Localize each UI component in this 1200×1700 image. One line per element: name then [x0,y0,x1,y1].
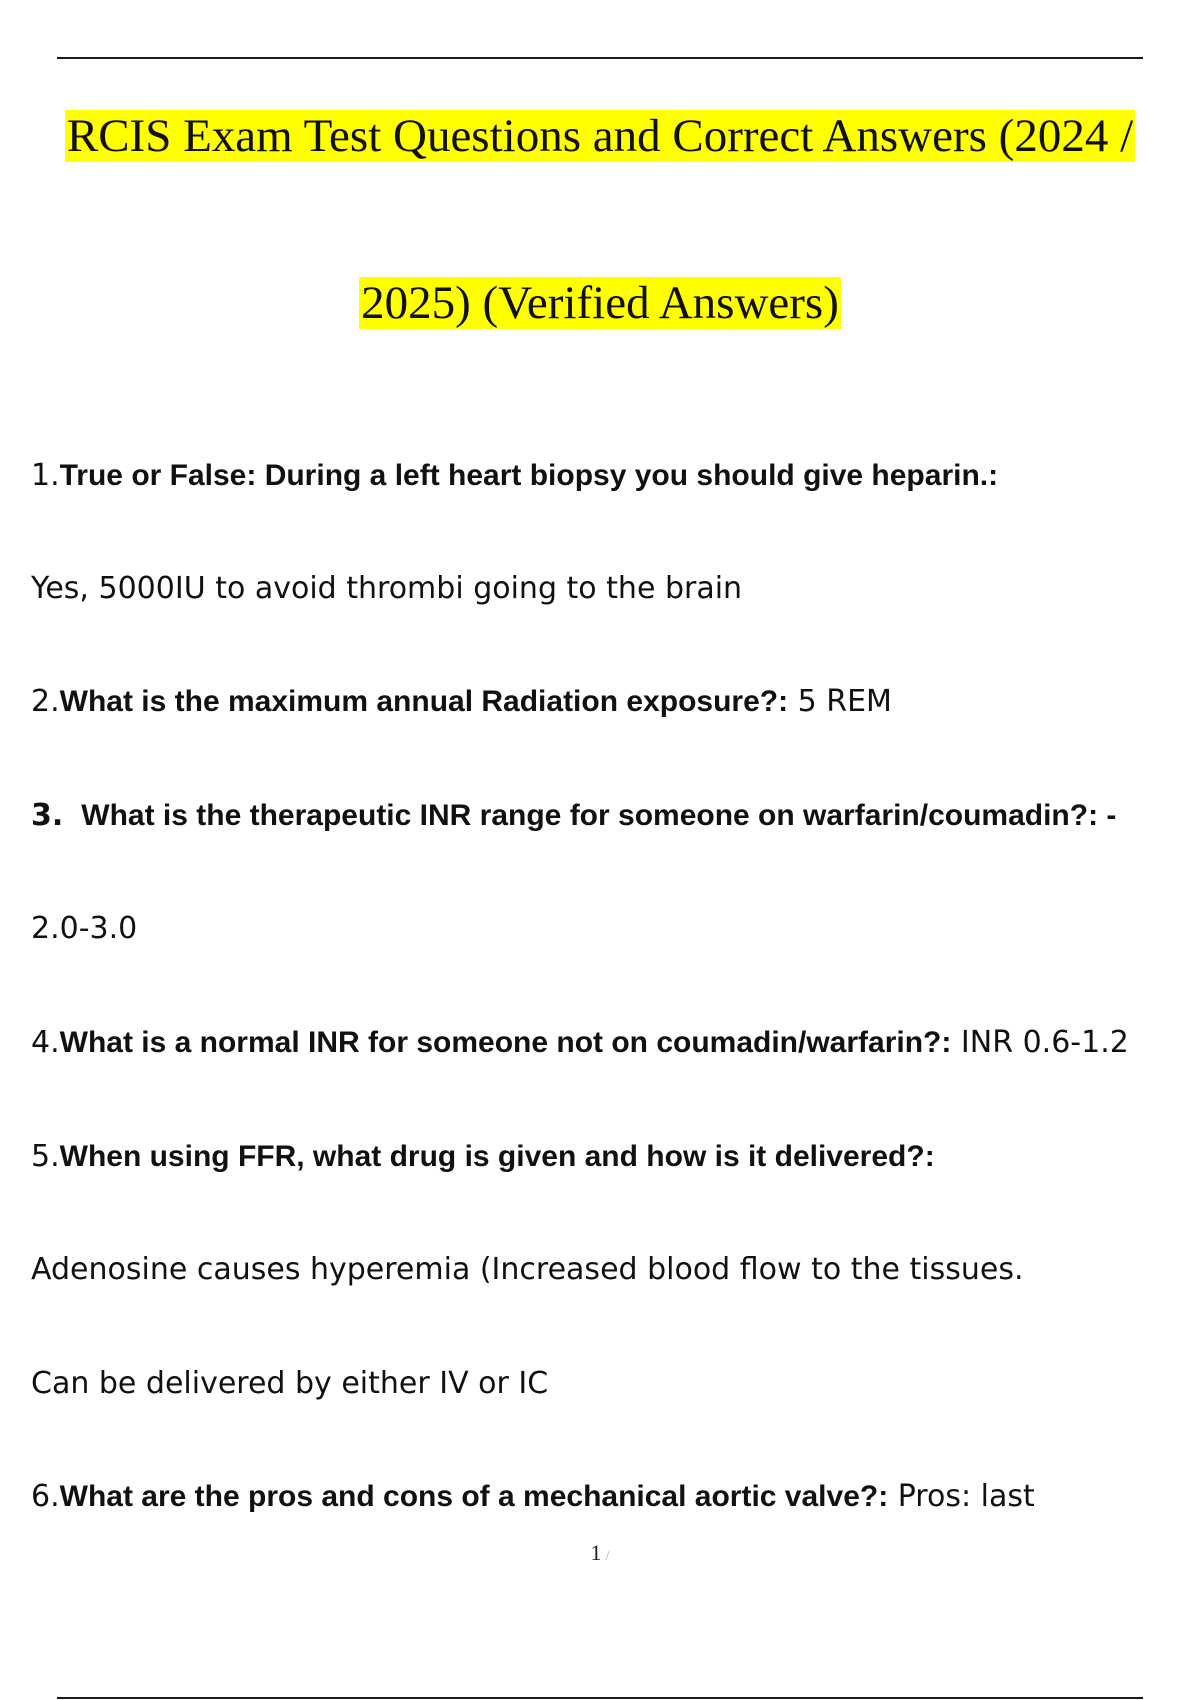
question-item-6 [31,1477,1200,1517]
question-text: What is the therapeutic INR range for someone on warfarin/coumadin?: - [81,799,1117,832]
answer-text: Pros: last [888,1479,1035,1514]
question-number: 3. [31,798,64,833]
document-title-line-2 [0,275,1200,331]
question-text: What are the pros and cons of a mechanical aortic valve?: [59,1480,889,1513]
answer-text: Yes, 5000IU to avoid thrombi going to the brain [31,571,743,606]
answer-text: 5 REM [788,684,892,719]
page-separator: / [605,1549,610,1564]
title-highlight: 2025) (Verified Answers) [361,277,839,329]
question-item-3 [31,796,1200,836]
question-text: True or False: During a left heart biopsy you should give heparin.: [59,459,999,492]
question-number: 6. [31,1479,60,1514]
answer-line [31,909,1200,949]
question-text: What is a normal INR for someone not on coumadin/warfarin?: [59,1026,952,1059]
top-rule [57,57,1143,59]
question-item-5 [31,1137,1200,1177]
title-highlight: RCIS Exam Test Questions and Correct Answers (2024 / [66,110,1134,162]
page-number [0,1540,1200,1566]
question-item-4 [31,1023,1200,1063]
document-title-line-1 [0,108,1200,164]
question-text: What is the maximum annual Radiation exposure?: [59,685,789,718]
answer-line [31,569,1200,609]
answer-line [31,1250,1200,1290]
answer-text: INR 0.6-1.2 [951,1025,1129,1060]
answer-line [31,1364,1200,1404]
answer-text: Can be delivered by either IV or IC [31,1366,549,1401]
question-text: When using FFR, what drug is given and how is it delivered?: [59,1140,935,1173]
question-number: 5. [31,1139,60,1174]
question-item-1 [31,456,1200,496]
page-number-value: 1 [590,1540,602,1565]
question-number: 2. [31,684,60,719]
answer-text: Adenosine causes hyperemia (Increased blood flow to the tissues. [31,1252,1024,1287]
question-number: 1. [31,458,60,493]
question-number: 4. [31,1025,60,1060]
bottom-rule [57,1697,1143,1699]
question-item-2 [31,682,1200,722]
answer-text: 2.0-3.0 [31,911,138,946]
